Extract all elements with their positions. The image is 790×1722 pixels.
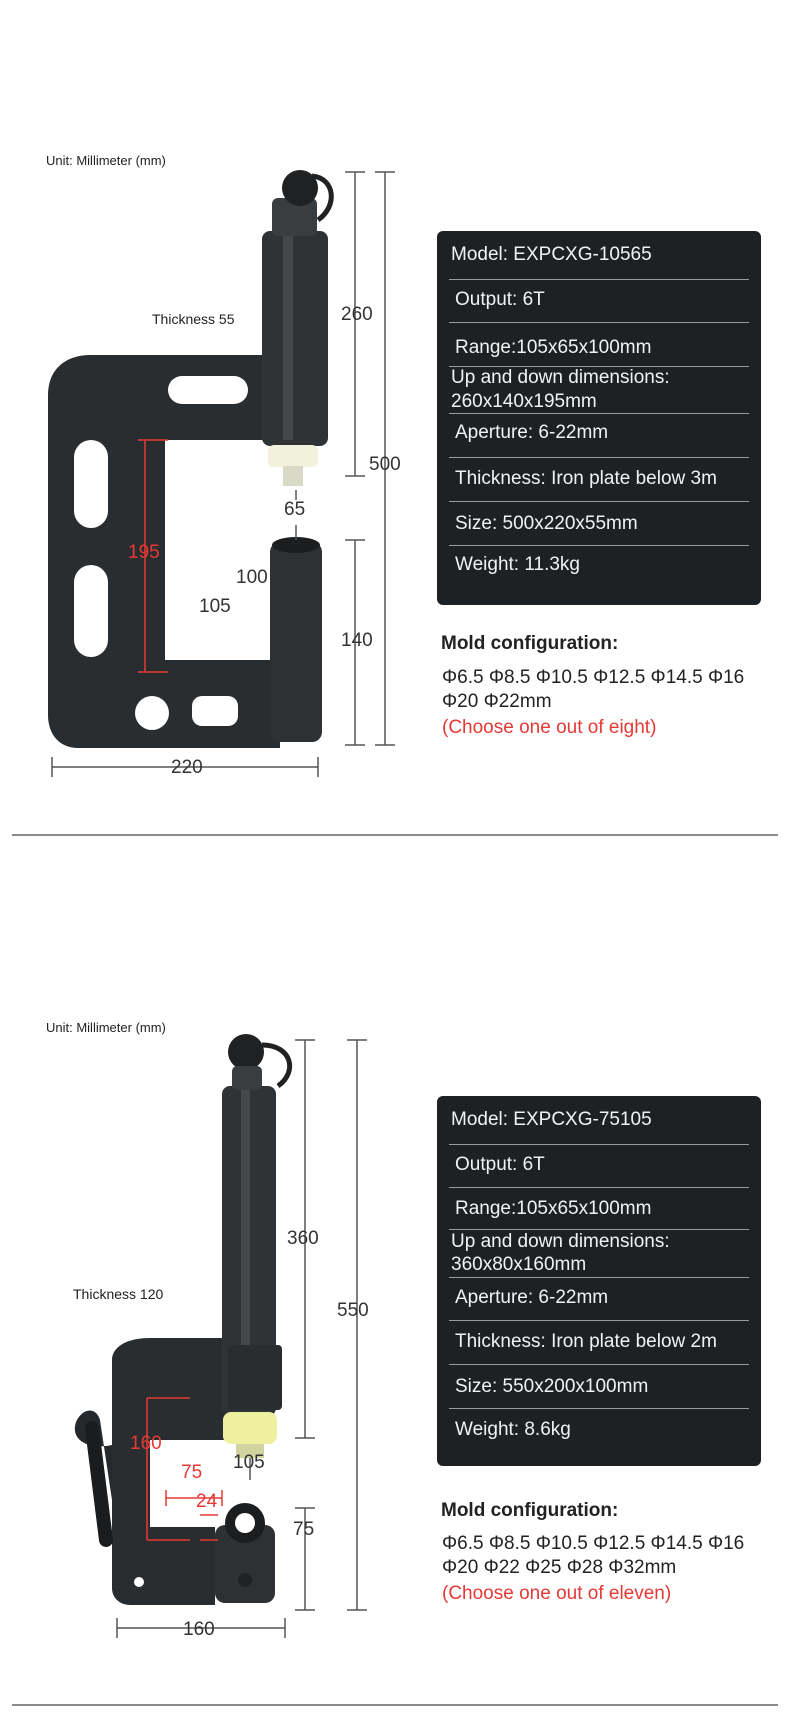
mold-config-title: Mold configuration: — [441, 633, 619, 654]
unit-label: Unit: Millimeter (mm) — [46, 1020, 166, 1035]
dim-throat: 105 — [199, 596, 231, 617]
spec-weight: Weight: 11.3kg — [455, 554, 580, 575]
mold-config-line-1: Φ6.5 Φ8.5 Φ10.5 Φ12.5 Φ14.5 Φ16 — [442, 1533, 745, 1554]
divider — [449, 1229, 749, 1230]
unit-label: Unit: Millimeter (mm) — [46, 153, 166, 168]
dim-top: 260 — [341, 304, 373, 325]
dim-depth: 160 — [130, 1433, 162, 1454]
mold-config-sizes — [442, 1532, 782, 1580]
divider — [449, 501, 749, 502]
mold-config-title: Mold configuration: — [441, 1500, 619, 1521]
spec-weight: Weight: 8.6kg — [455, 1419, 571, 1440]
thickness-label: Thickness 55 — [152, 311, 235, 327]
dim-width: 220 — [171, 757, 203, 778]
spec-output: Output: 6T — [455, 289, 545, 310]
mold-config-note: (Choose one out of eleven) — [442, 1583, 672, 1604]
dim-lower: 75 — [293, 1519, 315, 1540]
spec-updown-label: Up and down dimensions: — [451, 367, 670, 388]
divider — [449, 322, 749, 323]
mold-config-line-2: Φ20 Φ22mm — [442, 691, 552, 712]
spec-updown-label: Up and down dimensions: — [451, 1231, 670, 1252]
product-section-2 — [0, 840, 790, 1722]
dim-gap: 105 — [233, 1452, 265, 1473]
divider — [449, 545, 749, 546]
dim-jaw: 100 — [236, 567, 268, 588]
divider — [449, 279, 749, 280]
mold-config-line-2: Φ20 Φ22 Φ25 Φ28 Φ32mm — [442, 1557, 677, 1578]
dim-top: 360 — [287, 1228, 319, 1249]
dim-total: 500 — [369, 454, 401, 475]
spec-output: Output: 6T — [455, 1154, 545, 1175]
section-divider — [12, 1704, 778, 1706]
divider — [449, 457, 749, 458]
spec-updown-value: 260x140x195mm — [451, 391, 597, 412]
dim-total: 550 — [337, 1300, 369, 1321]
dim-gap: 65 — [284, 499, 306, 520]
divider — [449, 1408, 749, 1409]
spec-thickness: Thickness: Iron plate below 2m — [455, 1331, 717, 1352]
spec-size: Size: 500x220x55mm — [455, 513, 638, 534]
spec-range: Range:105x65x100mm — [455, 1198, 652, 1219]
dim-lower: 140 — [341, 630, 373, 651]
section-divider — [12, 834, 778, 836]
thickness-label: Thickness 120 — [73, 1286, 164, 1302]
spec-updown-value: 360x80x160mm — [451, 1254, 587, 1275]
spec-model: Model: EXPCXG-75105 — [451, 1109, 652, 1130]
spec-thickness: Thickness: Iron plate below 3m — [455, 468, 717, 489]
spec-panel — [437, 231, 761, 605]
spec-aperture: Aperture: 6-22mm — [455, 422, 609, 443]
spec-aperture: Aperture: 6-22mm — [455, 1287, 609, 1308]
mold-config-line-1: Φ6.5 Φ8.5 Φ10.5 Φ12.5 Φ14.5 Φ16 — [442, 667, 745, 688]
dim-jaw: 24 — [196, 1491, 218, 1512]
dim-width: 160 — [183, 1619, 215, 1640]
divider — [449, 1320, 749, 1321]
divider — [449, 1144, 749, 1145]
mold-config-note: (Choose one out of eight) — [442, 717, 657, 738]
mold-config-sizes — [442, 666, 782, 714]
dim-throat: 75 — [181, 1462, 203, 1483]
spec-range: Range:105x65x100mm — [455, 337, 652, 358]
spec-size: Size: 550x200x100mm — [455, 1376, 649, 1397]
divider — [449, 1277, 749, 1278]
divider — [449, 413, 749, 414]
divider — [449, 1364, 749, 1365]
divider — [449, 1187, 749, 1188]
product-section-1 — [0, 0, 790, 840]
dim-depth: 195 — [128, 542, 160, 563]
spec-panel — [437, 1096, 761, 1466]
spec-model: Model: EXPCXG-10565 — [451, 244, 652, 265]
